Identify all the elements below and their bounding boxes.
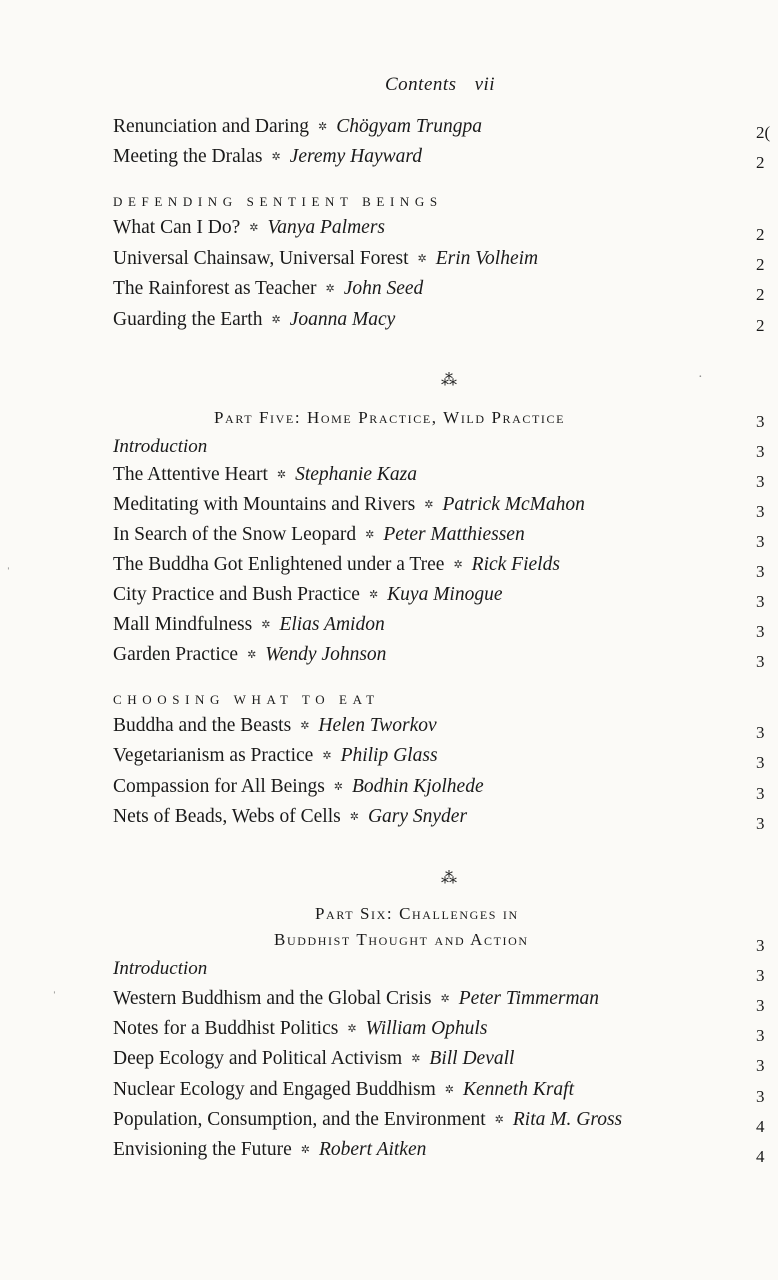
entry-author: Helen Tworkov [318,715,437,736]
separator-icon: ✲ [368,589,379,601]
entry-author: Peter Matthiessen [383,524,525,545]
toc-entry[interactable] [113,1018,487,1044]
separator-icon: ✲ [411,1053,421,1065]
entry-page: 2 [756,316,765,335]
entry-page: 3 [756,622,765,641]
toc-entry[interactable] [113,614,385,640]
separator-icon: ✲ [440,993,450,1005]
toc-entry[interactable] [113,146,422,172]
toc-entry[interactable] [113,554,560,580]
entry-title: What Can I Do? [113,217,241,238]
entry-author: Elias Amidon [279,614,385,635]
entry-page: 3 [756,652,765,671]
entry-title: Meditating with Mountains and Rivers [113,494,416,515]
entry-title: Renunciation and Daring [113,116,310,137]
entry-page: 3 [756,502,765,521]
toc-entry[interactable] [113,1139,426,1165]
entry-page: 2 [756,153,765,172]
toc-entry[interactable] [113,217,385,243]
entry-author: Gary Snyder [367,806,468,827]
ornament-icon: ⁂ [441,372,457,389]
entry-title: Nets of Beads, Webs of Cells [113,806,341,827]
toc-entry[interactable] [113,715,437,741]
entry-author: Kenneth Kraft [462,1079,575,1100]
entry-page: 3 [756,996,765,1015]
toc-entry[interactable] [113,1079,574,1105]
entry-page: 3 [756,592,765,611]
separator-icon: ✲ [347,1023,357,1035]
entry-page: 3 [756,753,765,772]
entry-title: City Practice and Bush Practice [113,584,360,605]
separator-icon: ✲ [444,1084,454,1096]
entry-page: 3 [756,562,765,581]
separator-icon: ✲ [271,314,281,326]
part-six-page: 3 [756,936,765,955]
entry-author: Chögyam Trungpa [336,116,482,137]
entry-page: 2( [756,123,771,142]
separator-icon: ✲ [333,781,344,793]
toc-entry[interactable] [113,745,438,771]
toc-entry[interactable] [113,1048,514,1074]
toc-entry[interactable] [113,988,599,1014]
entry-title: The Rainforest as Teacher [113,278,317,299]
entry-title: Universal Chainsaw, Universal Forest [113,248,409,269]
introduction-entry[interactable]: Introduction [113,958,208,979]
separator-icon: ✲ [424,499,434,511]
entry-page: 2 [756,285,765,304]
separator-icon: ✲ [349,811,359,823]
running-head [385,74,495,96]
toc-entry[interactable] [113,644,386,670]
part-six-heading-line2[interactable]: Buddhist Thought and Action [274,930,529,949]
separator-icon: ✲ [494,1114,504,1126]
separator-icon: ✲ [325,283,335,295]
entry-page: 3 [756,1056,765,1075]
entry-author: Bodhin Kjolhede [352,776,484,797]
entry-title: Meeting the Dralas [113,146,263,167]
entry-title: The Buddha Got Enlightened under a Tree [113,554,445,575]
separator-icon: ✲ [365,529,375,541]
entry-author: Robert Aitken [318,1139,427,1160]
toc-entry[interactable] [113,1109,622,1135]
entry-page: 3 [756,784,765,803]
entry-author: Rita M. Gross [512,1109,623,1130]
separator-icon: ✲ [300,720,310,732]
entry-title: Deep Ecology and Political Activism [113,1048,403,1069]
entry-page: 3 [756,966,765,985]
entry-author: Rick Fields [471,554,560,575]
separator-icon: ✲ [322,750,332,762]
page-speck: ˈ [52,990,57,1005]
entry-page: 4 [756,1117,765,1136]
entry-page: 3 [756,814,765,833]
entry-author: Wendy Johnson [265,644,387,665]
page-speck: · [698,370,703,385]
ornament-icon: ⁂ [441,870,457,887]
toc-entry[interactable] [113,309,395,335]
entry-title: Guarding the Earth [113,309,263,330]
entry-author: Vanya Palmers [267,217,385,238]
toc-entry[interactable] [113,248,538,274]
entry-title: Buddha and the Beasts [113,715,292,736]
introduction-entry[interactable]: Introduction [113,436,208,457]
part-five-page: 3 [756,412,765,431]
entry-page: 3 [756,532,765,551]
entry-author: Kuya Minogue [387,584,503,605]
entry-author: Stephanie Kaza [295,464,417,485]
entry-title: Vegetarianism as Practice [113,745,314,766]
entry-title: Western Buddhism and the Global Crisis [113,988,432,1009]
entry-title: Mall Mindfulness [113,614,253,635]
entry-page: 3 [756,472,765,491]
entry-title: Garden Practice [113,644,239,665]
entry-title: In Search of the Snow Leopard [113,524,357,545]
entry-author: John Seed [343,278,424,299]
entry-author: Bill Devall [429,1048,515,1069]
entry-page: 2 [756,255,765,274]
entry-author: Jeremy Hayward [289,146,422,167]
subsection-heading: DEFENDING SENTIENT BEINGS [113,194,443,209]
running-head-page: vii [474,74,496,95]
entry-page: 3 [756,1026,765,1045]
entry-page: 3 [756,723,765,742]
entry-page: 4 [756,1147,765,1166]
separator-icon: ✲ [271,151,281,163]
separator-icon: ✲ [249,222,259,234]
entry-author: William Ophuls [365,1018,488,1039]
subsection-heading: CHOOSING WHAT TO EAT [113,692,380,707]
separator-icon: ✲ [318,121,328,133]
separator-icon: ✲ [417,253,427,265]
entry-title: Compassion for All Beings [113,776,325,797]
part-six-heading-line1[interactable]: Part Six: Challenges in [315,904,519,923]
entry-title: Notes for a Buddhist Politics [113,1018,339,1039]
entry-title: Envisioning the Future [113,1139,292,1160]
entry-author: Philip Glass [340,745,438,766]
toc-entry[interactable] [113,524,525,550]
part-five-heading[interactable]: Part Five: Home Practice, Wild Practice [214,408,566,427]
separator-icon: ✲ [453,559,463,571]
entry-author: Patrick McMahon [442,494,585,515]
entry-author: Joanna Macy [289,309,396,330]
toc-entry[interactable] [113,494,585,520]
entry-title: Nuclear Ecology and Engaged Buddhism [113,1079,436,1100]
entry-page: 3 [756,1087,765,1106]
separator-icon: ✲ [247,649,257,661]
entry-author: Erin Volheim [435,248,539,269]
toc-entry[interactable] [113,806,467,832]
entry-title: The Attentive Heart [113,464,268,485]
toc-entry[interactable] [113,116,482,142]
toc-entry[interactable] [113,278,423,304]
entry-page: 2 [756,225,765,244]
separator-icon: ✲ [300,1144,310,1156]
separator-icon: ✲ [261,619,271,631]
toc-entry[interactable] [113,584,503,610]
running-head-label: Contents [385,74,457,95]
entry-page: 3 [756,442,765,461]
page-speck: ˈ [6,566,11,581]
entry-author: Peter Timmerman [458,988,600,1009]
toc-entry[interactable] [113,464,417,490]
separator-icon: ✲ [276,469,287,481]
toc-entry[interactable] [113,776,484,802]
entry-title: Population, Consumption, and the Environment [113,1109,486,1130]
